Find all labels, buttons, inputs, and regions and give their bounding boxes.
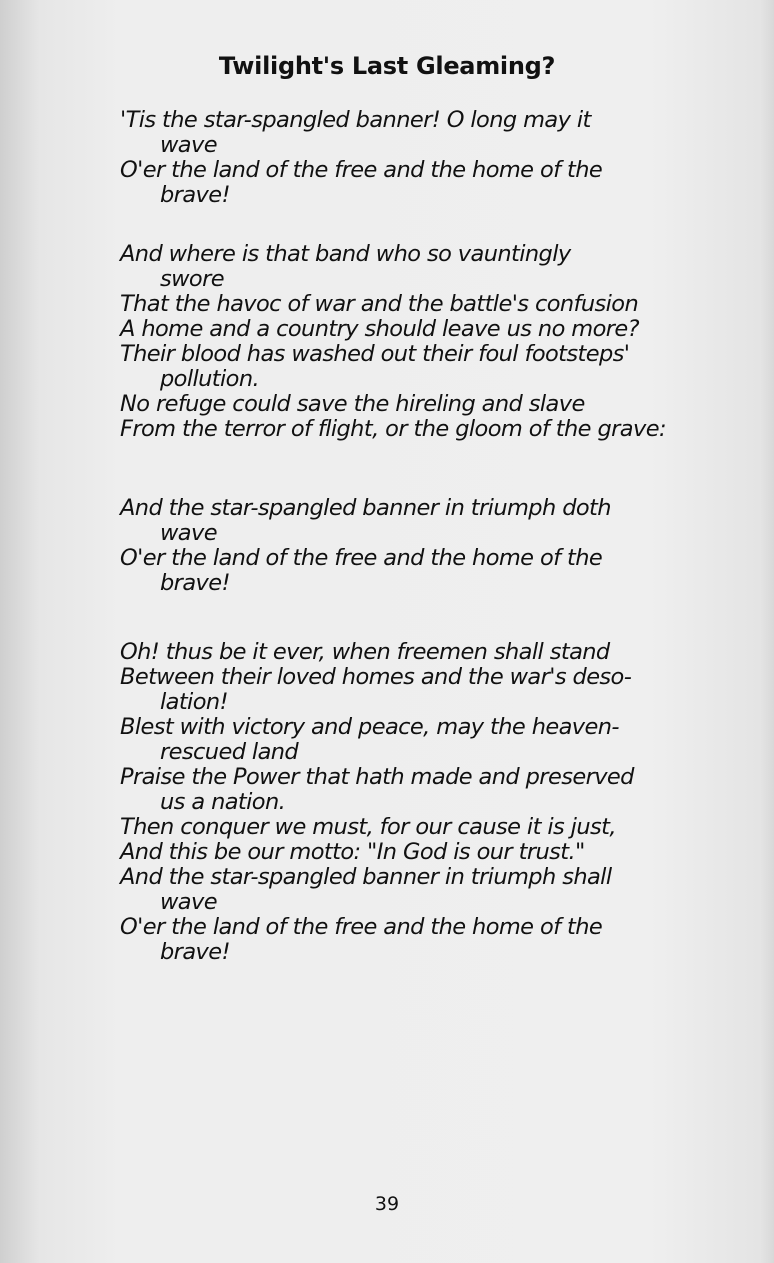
verse-line-continuation: wave	[160, 889, 217, 915]
verse-line: That the havoc of war and the battle's confusion	[120, 291, 639, 317]
verse-line: Blest with victory and peace, may the heaven-	[120, 714, 619, 740]
poem-title: Twilight's Last Gleaming?	[218, 52, 556, 80]
verse-line-continuation: brave!	[160, 570, 230, 596]
verse-line: No refuge could save the hireling and slave	[120, 391, 585, 417]
verse-line: Oh! thus be it ever, when freemen shall stand	[120, 639, 610, 665]
verse-line: Between their loved homes and the war's deso-	[120, 664, 632, 690]
verse-line: And the star-spangled banner in triumph doth	[120, 495, 611, 521]
verse-line: O'er the land of the free and the home of the	[120, 914, 603, 940]
stanza-2	[120, 242, 710, 442]
verse-line-continuation: lation!	[160, 689, 228, 715]
verse-line: And where is that band who so vauntingly	[120, 241, 571, 267]
stanza-4	[120, 640, 710, 965]
verse-line-continuation: wave	[160, 132, 217, 158]
verse-line: O'er the land of the free and the home of the	[120, 157, 603, 183]
verse-line: And the star-spangled banner in triumph shall	[120, 864, 612, 890]
verse-line-continuation: wave	[160, 520, 217, 546]
verse-line: Praise the Power that hath made and preserved	[120, 764, 634, 790]
verse-line: Then conquer we must, for our cause it is just,	[120, 814, 616, 840]
verse-line: From the terror of flight, or the gloom of the grave:	[120, 416, 666, 442]
stanza-3	[120, 496, 710, 596]
verse-line-continuation: swore	[160, 266, 224, 292]
verse-line: And this be our motto: "In God is our trust."	[120, 839, 585, 865]
verse-line: A home and a country should leave us no more?	[120, 316, 640, 342]
verse-line-continuation: pollution.	[160, 366, 260, 392]
verse-line: O'er the land of the free and the home of the	[120, 545, 603, 571]
page-number: 39	[374, 1193, 400, 1215]
verse-line-continuation: rescued land	[160, 739, 299, 765]
verse-line: 'Tis the star-spangled banner! O long may it	[120, 107, 591, 133]
verse-line: Their blood has washed out their foul footsteps'	[120, 341, 630, 367]
stanza-1	[120, 108, 710, 208]
verse-line-continuation: brave!	[160, 939, 230, 965]
verse-line-continuation: us a nation.	[160, 789, 286, 815]
verse-line-continuation: brave!	[160, 182, 230, 208]
